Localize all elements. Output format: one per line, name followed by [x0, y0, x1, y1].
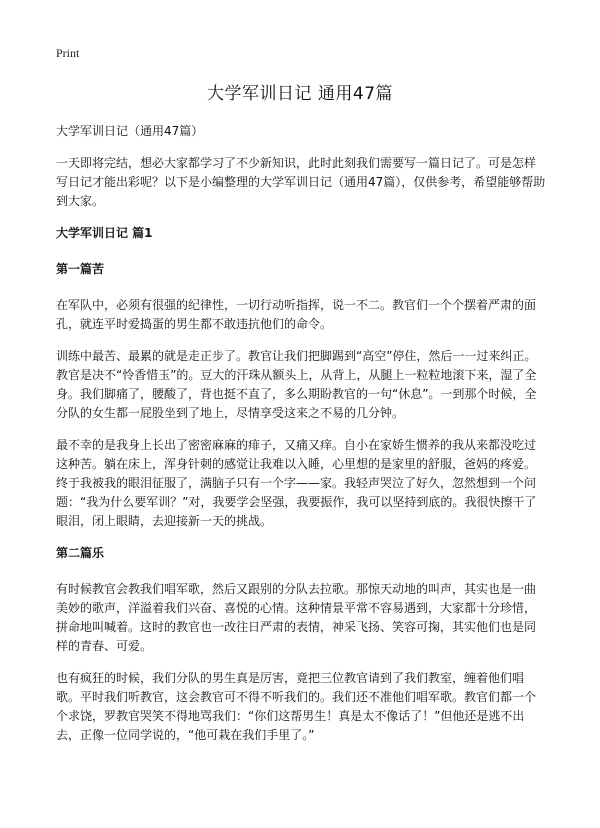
article-subtitle: 大学军训日记（通用47篇）: [56, 124, 204, 138]
intro-paragraph: 一天即将完结，想必大家都学习了不少新知识，此时此刻我们需要写一篇日记了。可是怎样写日记才能出彩呢？以下是小编整理的大学军训日记（通用47篇），仅供参考，希望能够帮助到大家。: [56, 156, 546, 208]
section-heading: 大学军训日记 篇1: [56, 226, 153, 240]
paragraph: 也有疯狂的时候，我们分队的男生真是厉害，竟把三位教官请到了我们教室，缠着他们唱歌。平时我们听教官，这会教官可不得不听我们的。我们还不准他们唱军歌。教官们都一个个求饶，罗教官哭笑不得地骂我们：“你们这帮男生！真是太不像话了！”但他还是逃不出去，正像一位同学说的，“他可栽在我们手里了。”: [56, 671, 537, 742]
article-body: [56, 122, 546, 758]
part1-heading: 第一篇苦: [56, 262, 105, 276]
print-link[interactable]: Print: [56, 46, 80, 60]
paragraph: 训练中最苦、最累的就是走正步了。教官让我们把脚踢到“高空”停住，然后一一过来纠正。教官是决不“怜香惜玉”的。豆大的汗珠从额头上，从背上，从腿上一粒粒地滚下来，湿了全身。我们脚痛了，腰酸了，背也挺不直了，多么期盼教官的一句“休息”。一到那个时候，全分队的女生都一屁股坐到了地上，尽情享受这来之不易的几分钟。: [56, 349, 537, 420]
page-title: 大学军训日记 通用47篇: [206, 84, 394, 104]
paragraph: 最不幸的是我身上长出了密密麻麻的痱子，又痛又痒。自小在家娇生惯养的我从来都没吃过这种苦。躺在床上，浑身针刺的感觉让我难以入睡，心里想的是家里的舒服，爸妈的疼爱。终于我被我的眼泪征服了，满脑子只有一个字——家。我轻声哭泣了好久，忽然想到一个问题：“我为什么要军训？”对，我要学会坚强，我要振作，我可以坚持到底的。我很快擦干了眼泪，闭上眼睛，去迎接新一天的挑战。: [56, 438, 537, 528]
paragraph: 在军队中，必须有很强的纪律性，一切行动听指挥，说一不二。教官们一个个摆着严肃的面孔，就连平时爱捣蛋的男生都不敢违抗他们的命令。: [56, 298, 537, 331]
paragraph: 有时候教官会教我们唱军歌，然后又跟别的分队去拉歌。那惊天动地的叫声，其实也是一曲美妙的歌声，洋溢着我们兴奋、喜悦的心情。这种情景平常不容易遇到，大家都十分珍惜，拼命地叫喊着。这时的教官也一改往日严肃的表情，神采飞扬、笑容可掬，其实他们也是同样的青春、可爱。: [56, 582, 537, 653]
part2-heading: 第二篇乐: [56, 546, 105, 560]
